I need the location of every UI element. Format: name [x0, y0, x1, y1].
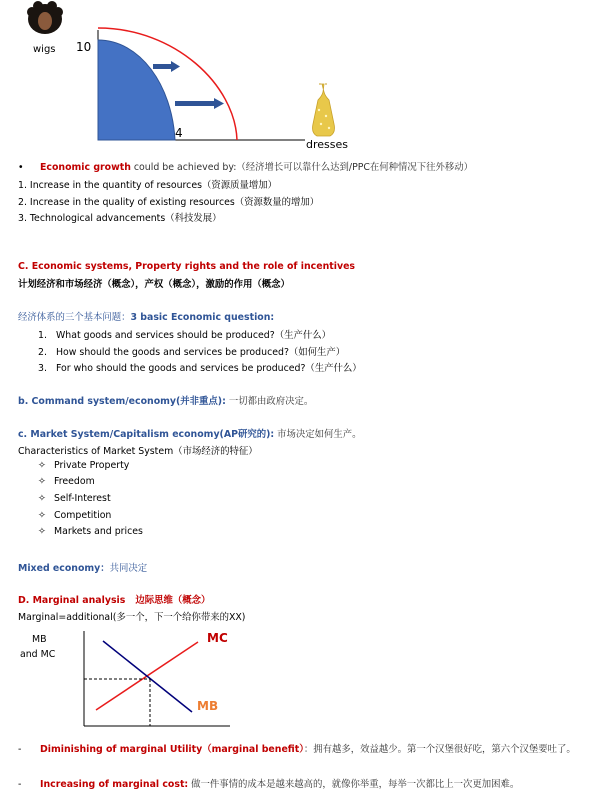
growth-line	[18, 159, 473, 173]
section-c-subtitle: 计划经济和市场经济（概念），产权（概念），激励的作用（概念）	[18, 279, 290, 290]
command-text: 一切都由政府决定。	[225, 396, 314, 407]
diamond-bullet-icon: ✧	[38, 476, 46, 487]
note-dash: -	[18, 779, 22, 790]
mixed-economy-line	[18, 560, 147, 574]
market-item-text: Freedom	[54, 476, 95, 487]
market-item-2	[38, 476, 95, 487]
shift-arrow-2	[175, 98, 224, 109]
ppc-diagram	[0, 0, 360, 160]
mixed-text: 共同决定	[109, 563, 148, 574]
diamond-bullet-icon: ✧	[38, 460, 46, 471]
market-text: 市场决定如何生产。	[274, 429, 362, 440]
market-item-5	[38, 526, 143, 537]
market-item-text: Self-Interest	[54, 493, 111, 504]
basic-item-text: What goods and services should be produced?（生产什么）	[56, 330, 331, 341]
basic-item-text: For who should the goods and services be produced?（生产什么）	[56, 363, 362, 374]
market-item-4	[38, 510, 111, 521]
mb-curve-label: MB	[197, 699, 219, 713]
note-text: 做一件事情的成本是越来越高的，就像你举重，每举一次都比上一次更加困难。	[188, 779, 520, 790]
command-system-line	[18, 393, 313, 407]
ppc-x-value: 4	[175, 126, 183, 140]
note-increasing-cost	[18, 776, 519, 790]
note-label: Increasing of marginal cost:	[40, 779, 189, 790]
basic-item-num: 2.	[38, 347, 47, 358]
shift-arrow-1	[153, 61, 180, 72]
market-characteristics: Characteristics of Market System（市场经济的特征）	[18, 446, 258, 457]
mc-curve-label: MC	[207, 631, 228, 645]
growth-text: could be achieved by:（经济增长可以靠什么达到/PPC在何种情况下往外移动）	[130, 162, 474, 173]
market-item-text: Private Property	[54, 460, 130, 471]
basic-item-3	[38, 360, 362, 374]
diamond-bullet-icon: ✧	[38, 493, 46, 504]
market-system-line	[18, 426, 361, 440]
market-item-text: Competition	[54, 510, 112, 521]
wig-image	[27, 1, 63, 34]
mb-mc-ylabel-2: and MC	[20, 649, 56, 660]
note-dash: -	[18, 744, 22, 755]
diamond-bullet-icon: ✧	[38, 526, 46, 537]
ppc-y-label: wigs	[33, 44, 56, 55]
section-d-title-cn: 边际思维（概念）	[135, 595, 211, 606]
ppc-y-value: 10	[76, 40, 92, 54]
dress-image	[313, 84, 335, 136]
mb-mc-chart	[0, 625, 260, 730]
note-label: Diminishing of marginal Utility（marginal benefit）	[40, 744, 304, 755]
ppc-inner-area	[98, 40, 175, 140]
basic-questions-title	[18, 309, 274, 323]
command-label: b. Command system/economy(并非重点):	[18, 396, 226, 407]
note-text: ：拥有越多，效益越少。第一个汉堡很好吃，第六个汉堡要吐了。	[303, 744, 576, 755]
marginal-definition: Marginal=additional(多一个，下一个给你带来的XX)	[18, 612, 246, 623]
mb-mc-ylabel-1: MB	[32, 634, 47, 645]
basic-item-num: 1.	[38, 330, 47, 341]
basic-item-text: How should the goods and services be produced?（如何生产）	[56, 347, 346, 358]
basic-item-2	[38, 344, 345, 358]
market-item-text: Markets and prices	[54, 526, 143, 537]
basic-title-cn: 经济体系的三个基本问题：	[18, 312, 131, 323]
growth-title: Economic growth	[40, 162, 131, 173]
note-diminishing-utility	[18, 742, 586, 758]
section-c-title: C. Economic systems, Property rights and the role of incentives	[18, 261, 356, 272]
bullet: •	[18, 162, 24, 173]
section-d-title	[18, 592, 210, 606]
section-d-title-en: D. Marginal analysis	[18, 595, 126, 606]
basic-item-num: 3.	[38, 363, 47, 374]
mixed-label: Mixed economy：	[18, 563, 110, 574]
growth-item-2: 2. Increase in the quality of existing resources（资源数量的增加）	[18, 197, 320, 208]
market-item-1	[38, 460, 129, 471]
growth-item-3: 3. Technological advancements（科技发展）	[18, 213, 222, 224]
basic-title-en: 3 basic Economic question:	[130, 312, 275, 323]
market-item-3	[38, 493, 111, 504]
growth-item-1: 1. Increase in the quantity of resources（资源质量增加）	[18, 180, 277, 191]
basic-item-1	[38, 327, 331, 341]
diamond-bullet-icon: ✧	[38, 510, 46, 521]
mb-line	[103, 641, 192, 712]
ppc-x-label: dresses	[306, 138, 348, 151]
market-label: c. Market System/Capitalism economy(AP研究的):	[18, 429, 275, 440]
